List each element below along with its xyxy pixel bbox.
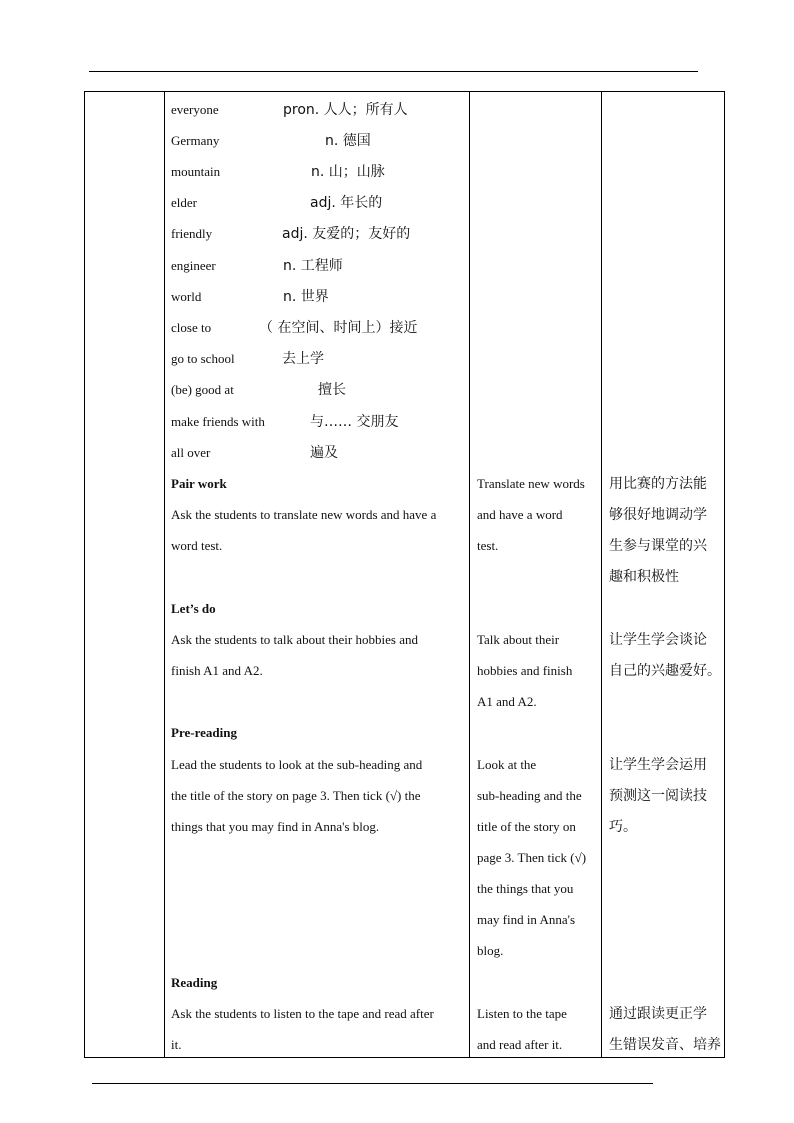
vocab-word: everyone [171, 102, 219, 117]
vocab-word: go to school [171, 351, 235, 366]
vocab-meaning: n. 工程师 [283, 258, 343, 274]
vocab-word: friendly [171, 226, 213, 241]
vocab-meaning: n. 山；山脉 [311, 164, 385, 180]
column-divider [601, 92, 602, 1057]
vocab-word: engineer [171, 258, 216, 273]
vocab-word: (be) good at [171, 382, 234, 397]
vocab-meaning: pron. 人人；所有人 [283, 102, 408, 118]
purpose-text: 自己的兴趣爱好。 [609, 663, 721, 679]
purpose-text: 生参与课堂的兴 [609, 538, 707, 554]
section-heading: Reading [171, 975, 218, 990]
student-text: hobbies and finish [477, 663, 573, 678]
student-text: A1 and A2. [477, 694, 537, 709]
purpose-text: 预测这一阅读技 [609, 788, 707, 804]
teacher-text: Lead the students to look at the sub-heading and [171, 757, 423, 772]
header-rule [89, 71, 698, 72]
student-text: sub-heading and the [477, 788, 582, 803]
student-text: and have a word [477, 507, 563, 522]
purpose-text: 让学生学会运用 [609, 757, 707, 773]
section-heading: Pair work [171, 476, 227, 491]
student-text: title of the story on [477, 819, 576, 834]
vocab-word: all over [171, 445, 211, 460]
purpose-text: 巧。 [609, 819, 637, 835]
teacher-text: word test. [171, 538, 223, 553]
vocab-meaning: 擅长 [318, 382, 346, 398]
purpose-text: 生错误发音、培养 [609, 1037, 721, 1053]
teacher-text: Ask the students to talk about their hobbies and [171, 632, 418, 647]
section-heading: Pre-reading [171, 725, 237, 740]
lesson-plan-table [84, 91, 725, 1058]
student-text: blog. [477, 943, 504, 958]
vocab-meaning: 遍及 [310, 445, 338, 461]
vocab-word: mountain [171, 164, 221, 179]
purpose-text: 让学生学会谈论 [609, 632, 707, 648]
vocab-word: close to [171, 320, 212, 335]
vocab-meaning: adj. 年长的 [310, 195, 383, 211]
student-text: and read after it. [477, 1037, 563, 1052]
column-divider [164, 92, 165, 1057]
student-text: Look at the [477, 757, 537, 772]
vocab-word: world [171, 289, 202, 304]
vocab-meaning: n. 德国 [325, 133, 371, 149]
teacher-text: finish A1 and A2. [171, 663, 263, 678]
student-text: Talk about their [477, 632, 560, 647]
student-text: Translate new words [477, 476, 585, 491]
vocab-word: Germany [171, 133, 220, 148]
vocab-meaning: 与…… 交朋友 [310, 414, 399, 430]
teacher-text: Ask the students to translate new words and have a [171, 507, 437, 522]
student-text: test. [477, 538, 499, 553]
section-heading: Let’s do [171, 601, 216, 616]
teacher-text: the title of the story on page 3. Then tick (√) the [171, 788, 421, 803]
purpose-text: 够很好地调动学 [609, 507, 707, 523]
vocab-word: make friends with [171, 414, 265, 429]
teacher-text: things that you may find in Anna's blog. [171, 819, 380, 834]
teacher-text: Ask the students to listen to the tape and read after [171, 1006, 434, 1021]
vocab-meaning: adj. 友爱的；友好的 [282, 226, 411, 242]
student-text: may find in Anna's [477, 912, 576, 927]
purpose-text: 通过跟读更正学 [609, 1006, 707, 1022]
column-divider [469, 92, 470, 1057]
student-text: Listen to the tape [477, 1006, 567, 1021]
student-text: the things that you [477, 881, 574, 896]
vocab-meaning: n. 世界 [283, 289, 329, 305]
vocab-word: elder [171, 195, 197, 210]
vocab-meaning: （ 在空间、时间上）接近 [259, 320, 418, 336]
student-text: page 3. Then tick (√) [477, 850, 587, 865]
vocab-meaning: 去上学 [282, 351, 324, 367]
purpose-text: 用比赛的方法能 [609, 476, 707, 492]
footer-rule [92, 1083, 653, 1084]
purpose-text: 趣和积极性 [609, 569, 679, 585]
teacher-text: it. [171, 1037, 182, 1052]
